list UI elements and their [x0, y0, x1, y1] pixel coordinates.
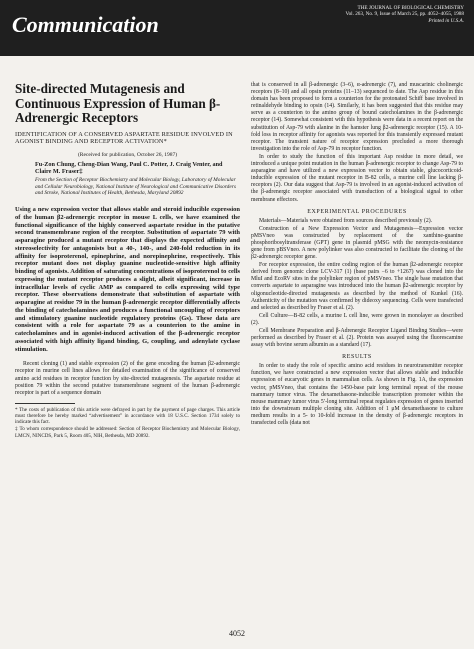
- article-subtitle: IDENTIFICATION OF A CONSERVED ASPARTATE RESIDUE INVOLVED IN AGONIST BINDING AND RECEPTOR ACTIVATION*: [15, 130, 233, 146]
- right-column: [251, 82, 463, 428]
- footnote-divider: [15, 403, 75, 404]
- header-band: [0, 0, 474, 56]
- intro-study-aim: In order to study the function of this important Asp residue in more detail, we introduced a unique point mutation in the human β-adrenergic receptor to change Asp-79 to asparagine and have utilized a new expression vector to obtain stable, glucocorticoid-inducible expression of the mutant receptor in B-82 cells, a murine cell line lacking β-receptors (2). Our data suggest that Asp-79 is involved in an agonist-induced activation of the β-adrenergic receptor associated with transduction of a biological signal to other membrane effectors.: [251, 153, 463, 203]
- procedures-membrane-binding: Cell Membrane Preparation and β-Adrenergic Receptor Ligand Binding Studies—were performed as described by Fraser et al. (2). Protein was assayed using the fluorescamine assay with bovine serum albumin as a standard (17).: [251, 328, 463, 349]
- author-affiliation: From the Section of Receptor Biochemistry and Molecular Biology, Laboratory of Molecular and Cellular Neurobiology, National Institute of Neurological and Communicative Disorders and Stroke, National Institutes of Health, Bethesda, Maryland 20892: [35, 177, 236, 197]
- procedures-vector-construction: Construction of a New Expression Vector and Mutagenesis—Expression vector pMSVneo was constructed by replacement of the xanthine-guanine phosphoribosyltransferase (GPT) gene in plasmid pMSG with the neomycin-resistance gene from pBSVneo. A new polylinker was also constructed to facilitate the cloning of the β2-adrenergic receptor gene.: [251, 225, 463, 261]
- received-date: (Received for publication, October 26, 1987): [77, 151, 178, 158]
- procedures-cell-culture: Cell Culture—B-82 cells, a murine L cell line, were grown in monolayer as described (2).: [251, 312, 463, 326]
- journal-info: [284, 5, 464, 24]
- intro-continuation: that is conserved in all β-adrenergic (3–6), α-adrenergic (7), and muscarinic cholinergic receptors (8–10) and all opsin proteins (11–13) sequenced to date. The Asp residue in this domain has been proposed to form a counterion for the protonated Schiff base involved in retinaldehyde binding to opsin (14). Similarly, it has been suggested that this residue may serve as a counterion to the amino group of bound catecholamines in the β-adrenergic receptor (14). Somewhat consistent with this hypothesis were data in a recent report on the substitution of Asp-79 with alanine in the hamster lung β2-adrenergic receptor (15). A 10-fold loss in receptor affinity for agonists was reported for this transiently expressed mutant receptor. The transient nature of receptor expression precluded a more thorough investigation into the role of Asp-79 in receptor function.: [251, 82, 463, 152]
- abstract: Using a new expression vector that allows stable and steroid inducible expression of the human β2-adrenergic receptor in mouse L cells, we have examined the functional significance of the highly conserved aspartate residue in the putative second transmembrane region of the receptor. Substitution of aspartate 79 with asparagine produced a mutant receptor that displays the expected affinity and stereoselectivity for antagonists but a 40-, 140-, and 240-fold reduction in its affinity for isoproterenol, epinephrine, and norepinephrine, respectively. This receptor mutant does not display guanine nucleotide-sensitive high affinity binding of agonists. Addition of saturating concentrations of isoproterenol to cells expressing the mutant receptor produces a slight, albeit significant, increase in intracellular levels of cyclic AMP as compared to cells expressing wild type receptor. These observations demonstrate that substitution of aspartate with asparagine at residue 79 in the human β-adrenergic receptor differentially affects the binding of catecholamines and produces a functional uncoupling of receptors and stimulatory guanine nucleotide regulatory proteins (Gs). These data are consistent with a role for aspartate 79 as a counterion to the amine in catecholamines and in agonist-induced activation of the β-adrenergic receptor associated with high affinity ligand binding, G, coupling, and adenylate cyclase stimulation.: [15, 206, 240, 353]
- page-number: 4052: [229, 629, 245, 638]
- introduction-paragraph: Recent cloning (1) and stable expression (2) of the gene encoding the human β2-adrenergic receptor in murine cell lines allows for detailed examination of the significance of conserved amino acid residues in receptor function by site-directed mutagenesis. The aspartate residue at position 79 within the second putative transmembrane segment of the human β-adrenergic receptor is part of a sequence domain: [15, 361, 240, 396]
- results-paragraph: In order to study the role of specific amino acid residues in neurotransmitter receptor function, we have constructed a new expression vector that allows stable and inducible expression of eucaryotic genes in mammalian cells. As shown in Fig. 1A, the expression vector, pMSVneo, that contains the 1450-base pair long terminal repeat of the mouse mammary tumor virus. The dexamethasone-inducible transcription promoter within the mouse mammary tumor virus 5′-long terminal repeat regulates expression of genes inserted into the downstream multiple cloning site. Addition of 1 μM dexamethasone to culture medium results in a 5- to 10-fold increase in the density of β-adrenergic receptors in transfected cells (data not: [251, 363, 463, 427]
- section-title: Communication: [12, 12, 159, 37]
- procedures-receptor-expression: For receptor expression, the entire coding region of the human β2-adrenergic receptor derived from genomic clone LCV-317 (1) (base pairs −6 to +1267) was cloned into the MluI and EcoRV sites in the polylinker region of pMSVneo. The single base mutation that converts aspartate to asparagine was introduced into the human β2-adrenergic receptor by oligonucleotide-directed mutagenesis as described by the method of Kunkel (16). Authenticity of the mutation was confirmed by dideoxy sequencing. Cells were transfected and selected as described by Fraser et al. (2).: [251, 262, 463, 311]
- journal-name: THE JOURNAL OF BIOLOGICAL CHEMISTRY: [357, 5, 464, 11]
- procedures-materials: Materials—Materials were obtained from sources described previously (2).: [259, 217, 433, 224]
- footnote-correspondence: ‡ To whom correspondence should be addressed: Section of Receptor Biochemistry and Molecular Biology, LMCN, NINCDS, Park 5, Room 405, NIH, Bethesda, MD 20892.: [15, 426, 240, 439]
- author-list: Fu-Zon Chung, Cheng-Dian Wang, Paul C. Potter, J. Craig Venter, and Claire M. Fraser‡: [35, 160, 223, 175]
- article-title: Site-directed Mutagenesis and Continuous Expression of Human β-Adrenergic Receptors: [15, 81, 221, 125]
- journal-volume: Vol. 263, No. 9, Issue of March 25, pp. 4052–4055, 1988: [345, 11, 464, 18]
- results-heading: RESULTS: [342, 354, 372, 361]
- left-column: [15, 82, 240, 440]
- procedures-heading: EXPERIMENTAL PROCEDURES: [307, 208, 407, 215]
- footnote-page-charges: * The costs of publication of this article were defrayed in part by the payment of page charges. This article must therefore be hereby marked “advertisement” in accordance with 18 U.S.C. Section 1734 solely to indicate this fact.: [15, 406, 240, 426]
- journal-printed: Printed in U.S.A.: [428, 17, 464, 24]
